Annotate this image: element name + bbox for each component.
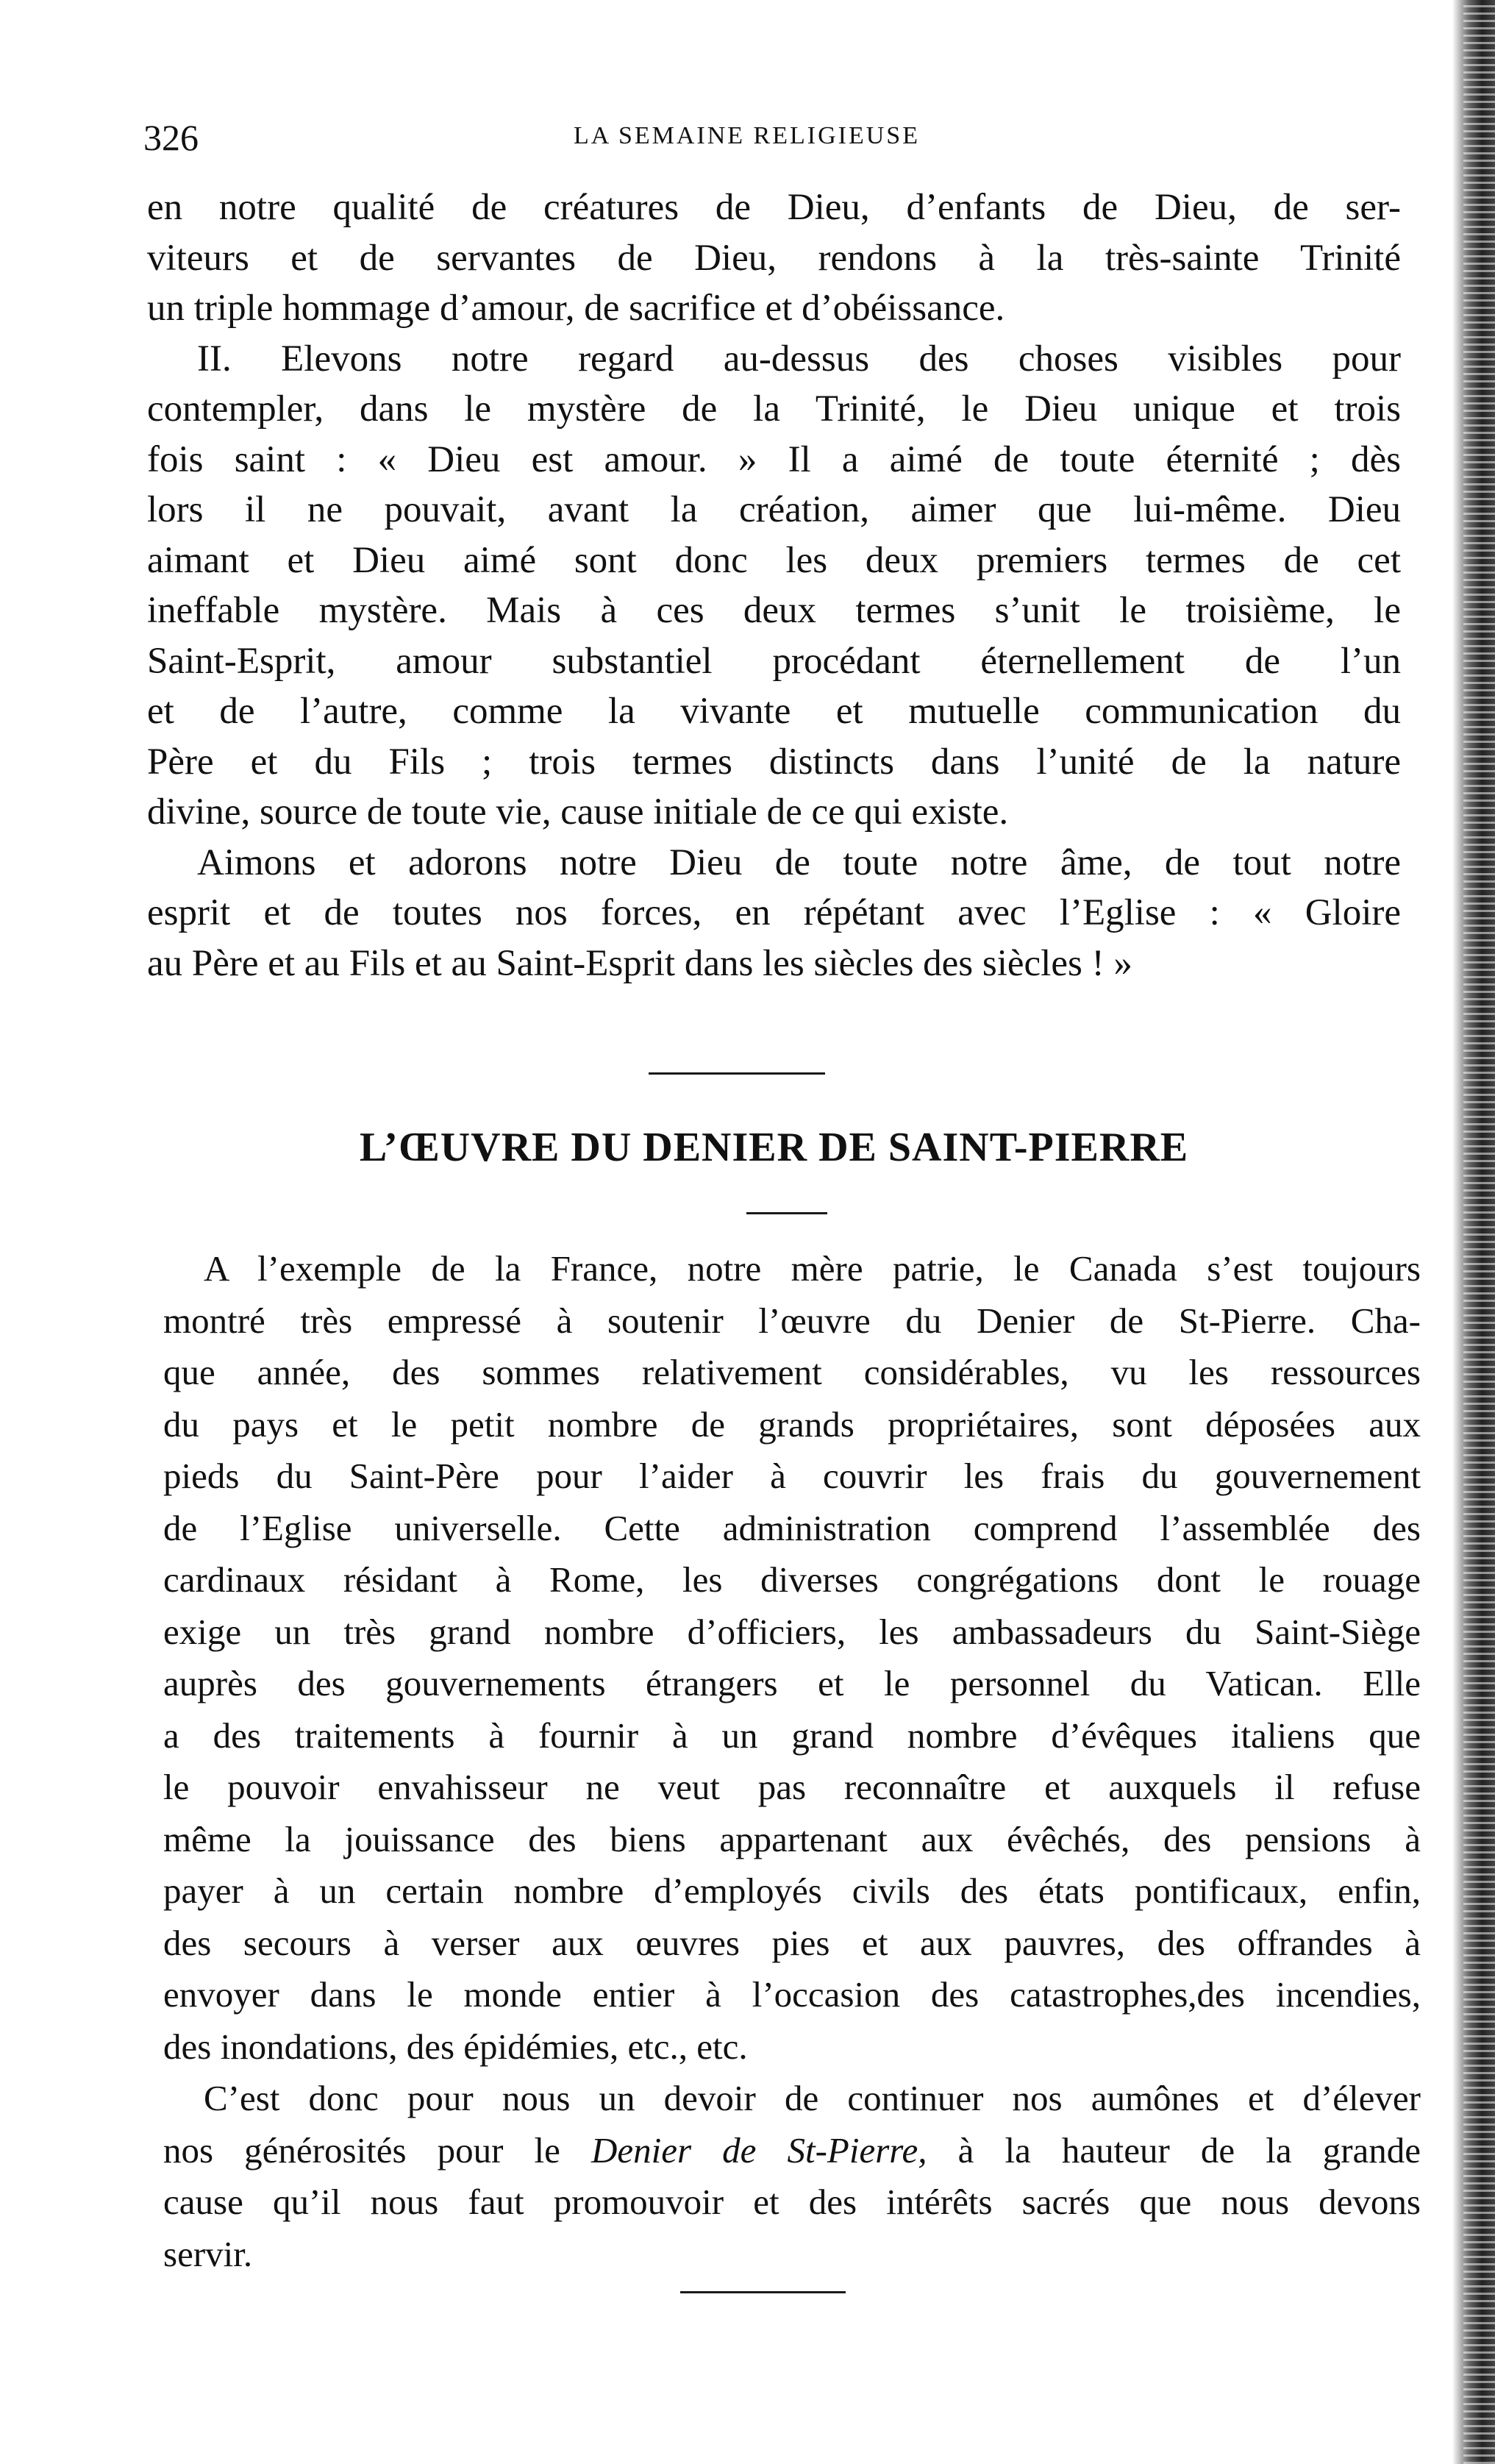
- text-line: pieds du Saint-Père pour l’aider à couvrir les frais du gouvernement: [163, 1456, 1421, 1496]
- paragraph-2: [147, 334, 1401, 838]
- text-line: contempler, dans le mystère de la Trinité, le Dieu unique et trois: [147, 388, 1401, 430]
- end-divider: [680, 2291, 846, 2293]
- text-line: auprès des gouvernements étrangers et le personnel du Vatican. Elle: [163, 1663, 1421, 1703]
- text-line: des secours à verser aux œuvres pies et aux pauvres, des offrandes à: [163, 1922, 1421, 1963]
- italic-title: Denier de St-Pierre,: [591, 2129, 927, 2171]
- text-block-trinity: [147, 182, 1401, 989]
- text-line: en notre qualité de créatures de Dieu, d’enfants de Dieu, de ser-: [147, 187, 1401, 228]
- text-line: viteurs et de servantes de Dieu, rendons à la très-sainte Trinité: [147, 237, 1401, 279]
- scan-edge-texture: [1463, 0, 1495, 2464]
- text-fragment: nos générosités pour le: [163, 2129, 592, 2171]
- text-line: et de l’autre, comme la vivante et mutuelle communication du: [147, 691, 1401, 732]
- text-line: Aimons et adorons notre Dieu de toute notre âme, de tout notre: [197, 841, 1401, 883]
- text-line: Saint-Esprit, amour substantiel procédant éternellement de l’un: [147, 640, 1401, 682]
- text-line-with-italic: [163, 2125, 1421, 2177]
- text-line: C’est donc pour nous un devoir de continuer nos aumônes et d’élever: [204, 2078, 1421, 2118]
- paragraph-1: [147, 182, 1401, 334]
- text-fragment: à la hauteur de la grande: [927, 2129, 1421, 2171]
- text-line: a des traitements à fournir à un grand nombre d’évêques italiens que: [163, 1715, 1421, 1756]
- text-line: ineffable mystère. Mais à ces deux termes s’unit le troisième, le: [147, 590, 1401, 631]
- section-divider-small: [746, 1212, 827, 1214]
- text-line: même la jouissance des biens appartenant aux évêchés, des pensions à: [163, 1818, 1421, 1859]
- text-line: que année, des sommes relativement considérables, vu les ressources: [163, 1352, 1421, 1392]
- text-line: exige un très grand nombre d’officiers, les ambassadeurs du Saint-Siège: [163, 1611, 1421, 1652]
- text-line: cardinaux résidant à Rome, les diverses congrégations dont le rouage: [163, 1559, 1421, 1600]
- text-line: A l’exemple de la France, notre mère patrie, le Canada s’est toujours: [204, 1248, 1421, 1289]
- text-line: le pouvoir envahisseur ne veut pas reconnaître et auxquels il refuse: [163, 1767, 1421, 1807]
- section-divider-top: [649, 1072, 825, 1075]
- text-line: lors il ne pouvait, avant la création, aimer que lui-même. Dieu: [147, 489, 1401, 530]
- paragraph-4: [163, 1243, 1421, 2073]
- text-line: envoyer dans le monde entier à l’occasion des catastrophes,des incendies,: [163, 1974, 1421, 2015]
- text-line: II. Elevons notre regard au-dessus des choses visibles pour: [197, 338, 1401, 380]
- text-line: au Père et au Fils et au Saint-Esprit dans les siècles des siècles ! »: [147, 942, 1132, 984]
- text-line: des inondations, des épidémies, etc., etc.: [163, 2026, 748, 2067]
- text-line: fois saint : « Dieu est amour. » Il a aimé de toute éternité ; dès: [147, 438, 1401, 480]
- section-title: L’ŒUVRE DU DENIER DE SAINT-PIERRE: [359, 1125, 1189, 1170]
- text-line: Père et du Fils ; trois termes distincts dans l’unité de la nature: [147, 741, 1401, 783]
- text-line: de l’Eglise universelle. Cette administration comprend l’assemblée des: [163, 1507, 1421, 1548]
- text-line: esprit et de toutes nos forces, en répétant avec l’Eglise : « Gloire: [147, 892, 1401, 933]
- text-line: du pays et le petit nombre de grands propriétaires, sont déposées aux: [163, 1403, 1421, 1445]
- paragraph-3: [147, 838, 1401, 989]
- running-title: LA SEMAINE RELIGIEUSE: [574, 122, 920, 149]
- paragraph-5: [163, 2073, 1421, 2280]
- page-number: 326: [143, 117, 199, 158]
- text-block-denier: [163, 1243, 1421, 2280]
- text-line: montré très empressé à soutenir l’œuvre du Denier de St-Pierre. Cha-: [163, 1300, 1421, 1341]
- text-line: payer à un certain nombre d’employés civils des états pontificaux, enfin,: [163, 1870, 1421, 1911]
- text-line: servir.: [163, 2233, 253, 2274]
- text-line: divine, source de toute vie, cause initiale de ce qui existe.: [147, 791, 1009, 833]
- text-line: cause qu’il nous faut promouvoir et des intérêts sacrés que nous devons: [163, 2182, 1421, 2222]
- text-line: un triple hommage d’amour, de sacrifice et d’obéissance.: [147, 288, 1005, 329]
- text-line: aimant et Dieu aimé sont donc les deux premiers termes de cet: [147, 539, 1401, 581]
